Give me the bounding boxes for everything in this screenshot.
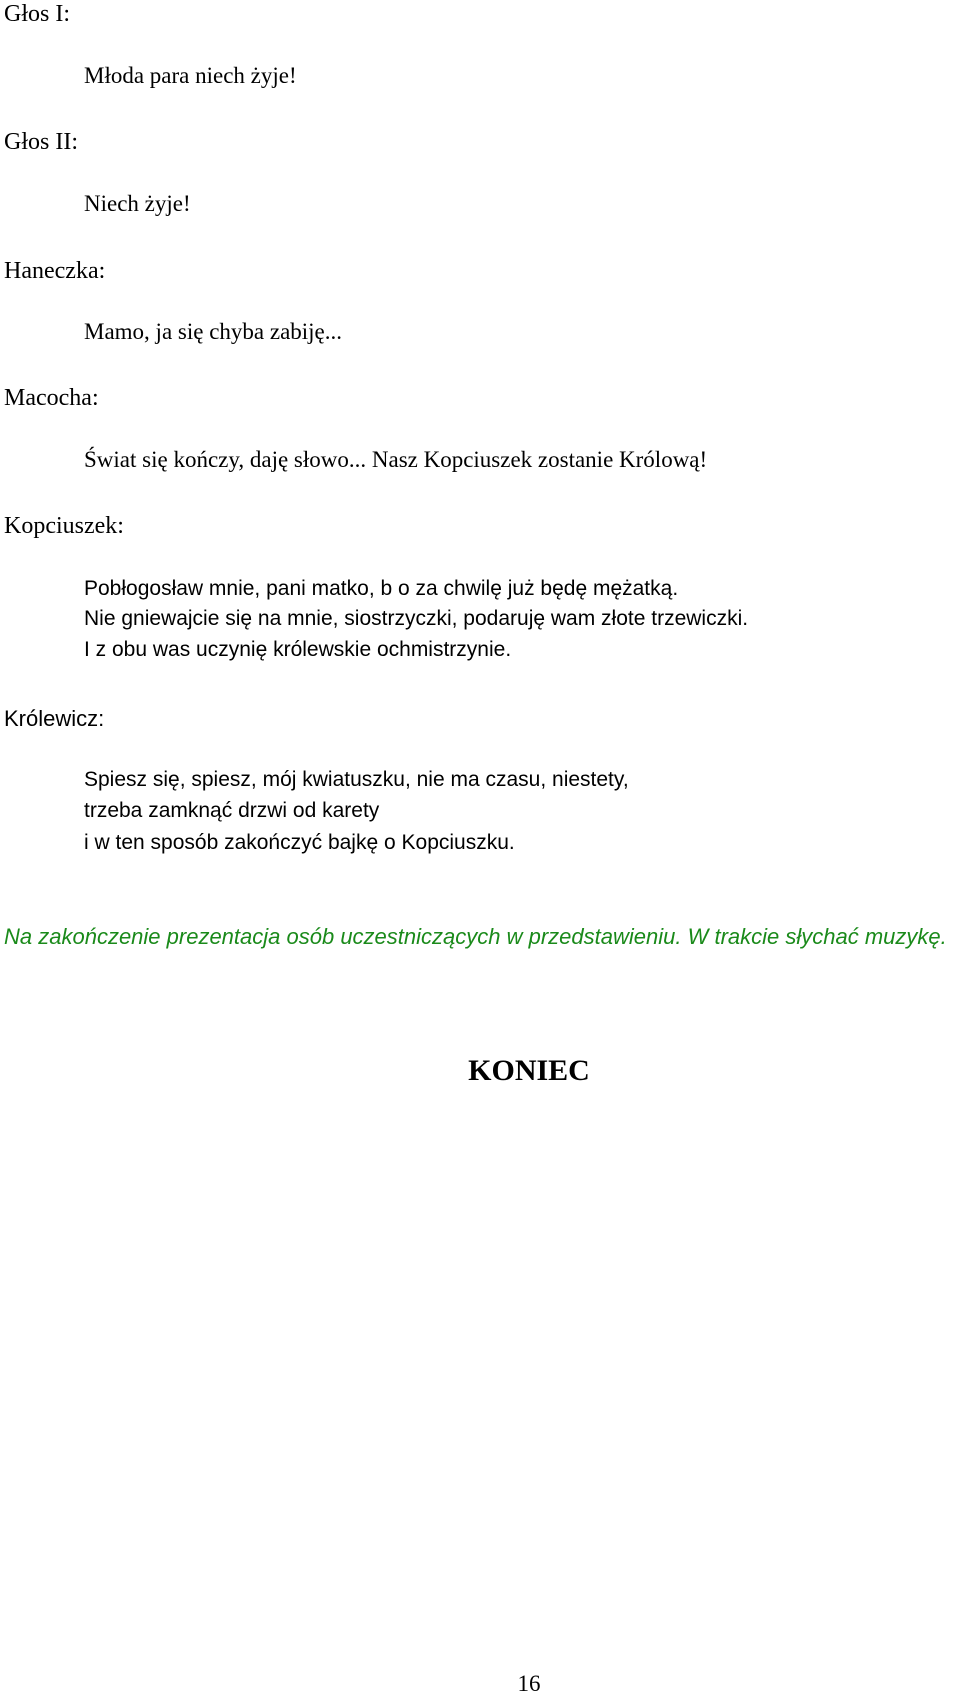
stage-direction: Na zakończenie prezentacja osób uczestniczących w przedstawieniu. W trakcie słychać muzykę.: [4, 924, 947, 949]
speaker-krolewicz: Królewicz:: [4, 706, 105, 731]
dialogue-line: i w ten sposób zakończyć bajkę o Kopciuszku.: [84, 831, 515, 854]
dialogue-line: Mamo, ja się chyba zabiję...: [84, 319, 343, 344]
end-title: KONIEC: [468, 1054, 590, 1087]
dialogue-line: Młoda para niech żyje!: [84, 63, 297, 88]
dialogue-line: Spiesz się, spiesz, mój kwiatuszku, nie ma czasu, niestety,: [84, 768, 629, 791]
dialogue-line: Niech żyje!: [84, 191, 191, 216]
speaker-glos-1: Głos I:: [4, 1, 70, 27]
dialogue-line: trzeba zamknąć drzwi od karety: [84, 799, 380, 822]
dialogue-line: Nie gniewajcie się na mnie, siostrzyczki, podaruję wam złote trzewiczki.: [84, 607, 749, 630]
speaker-macocha: Macocha:: [4, 385, 99, 411]
speaker-kopciuszek: Kopciuszek:: [4, 513, 124, 539]
page-number: 16: [517, 1671, 541, 1696]
dialogue-line: Świat się kończy, daję słowo... Nasz Kopciuszek zostanie Królową!: [84, 447, 708, 472]
speaker-haneczka: Haneczka:: [4, 258, 106, 284]
dialogue-line: Pobłogosław mnie, pani matko, b o za chwilę już będę mężatką.: [84, 577, 679, 600]
dialogue-line: I z obu was uczynię królewskie ochmistrzynie.: [84, 638, 512, 661]
speaker-glos-2: Głos II:: [4, 129, 78, 155]
